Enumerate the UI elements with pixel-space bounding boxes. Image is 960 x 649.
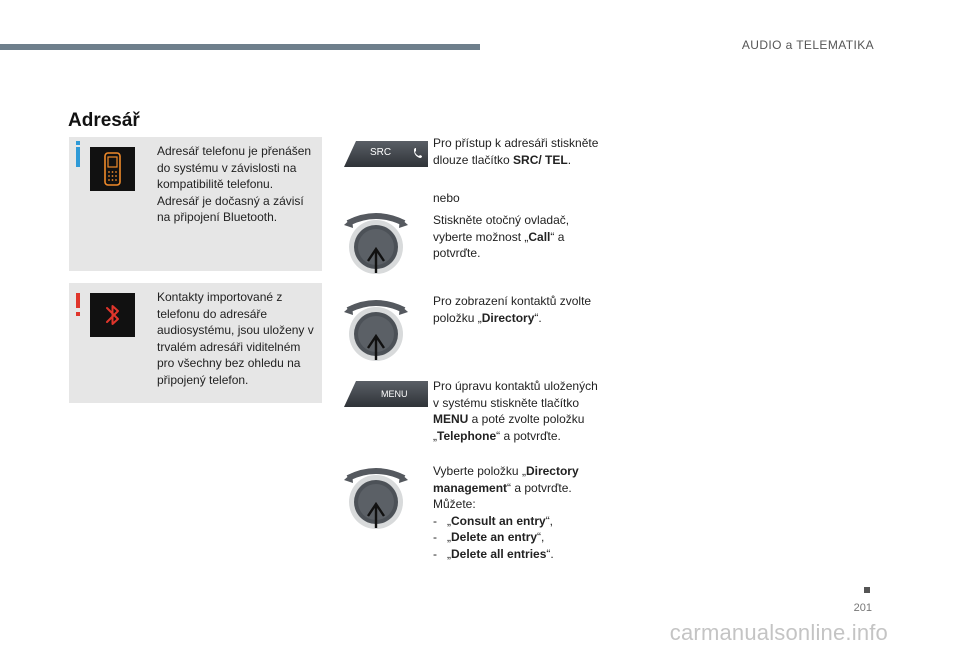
rotary-knob: [344, 209, 408, 275]
warning-box: [69, 283, 322, 403]
warning-icon: [76, 293, 80, 308]
rotary-knob: [344, 296, 408, 362]
rotary-knob: [344, 464, 408, 530]
step-directory-text: Pro zobrazení kontaktů zvolte položku „Directory“.: [433, 294, 592, 325]
watermark: carmanualsonline.info: [669, 620, 888, 645]
list-item: - „Delete all entries“.: [433, 546, 603, 563]
or-text: nebo: [433, 191, 460, 205]
src-tel-button: [344, 140, 428, 168]
list-item: - „Consult an entry“,: [433, 513, 603, 530]
end-marker: [864, 587, 870, 593]
src-label: SRC: [370, 147, 392, 158]
info-text: Adresář telefonu je přenášen do systému v závislosti na kompatibilitě telefonu. Adresář je dočasný a závisí na připojení Bluetooth.: [157, 144, 312, 224]
warning-text: Kontakty importované z telefonu do adresáře audiosystému, jsou uloženy v trvalém adresáři viditelném pro všechny bez ohledu na připojený telefon.: [157, 290, 314, 387]
section-title: AUDIO a TELEMATIKA: [741, 38, 874, 52]
phone-icon: [90, 147, 135, 191]
page-title: Adresář: [68, 110, 140, 131]
info-box: [69, 137, 322, 271]
info-icon: [76, 147, 80, 167]
bluetooth-icon: [90, 293, 135, 337]
page-number: 201: [853, 602, 872, 614]
step-management-text: Vyberte položku „Directory management“ a potvrďte. Můžete: - „Consult an entry“, - „Delete an entry“, - „Delete all entries“.: [433, 463, 603, 562]
menu-button: [344, 380, 428, 408]
menu-label: MENU: [381, 389, 408, 399]
step-menu-text: Pro úpravu kontaktů uložených v systému stiskněte tlačítko MENU a poté zvolte položku „Telephone“ a potvrďte.: [433, 379, 598, 443]
option-list: [433, 513, 603, 563]
header-bar: [0, 44, 480, 50]
list-item: - „Delete an entry“,: [433, 529, 603, 546]
step-src-text: Pro přístup k adresáři stiskněte dlouze tlačítko SRC/ TEL.: [433, 136, 599, 167]
step-knob-text: Stiskněte otočný ovladač, vyberte možnost „Call“ a potvrďte.: [433, 213, 570, 260]
